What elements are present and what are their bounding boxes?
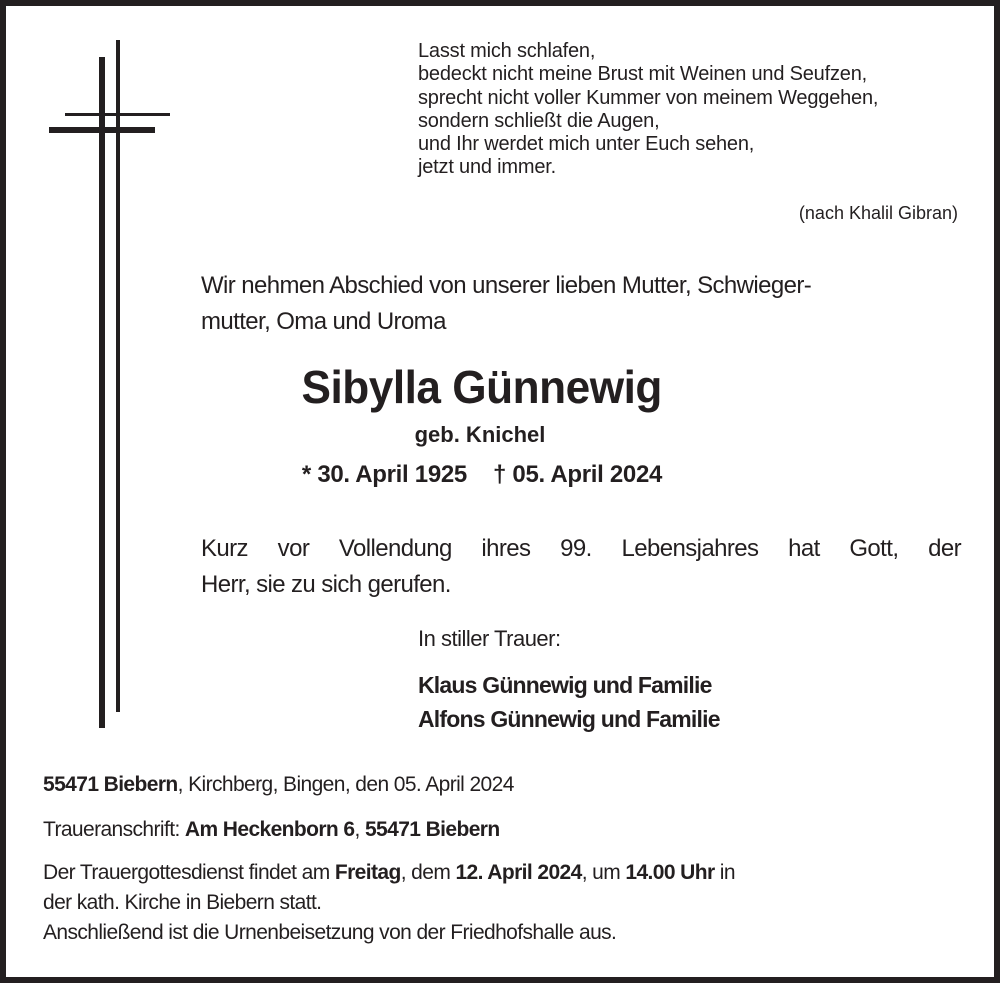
cross-thin-horizontal xyxy=(65,113,170,116)
service-line: der kath. Kirche in Biebern statt. xyxy=(43,891,322,914)
service-info xyxy=(43,858,735,948)
mourners-list xyxy=(418,668,720,736)
poem-line: Lasst mich schlafen, xyxy=(418,40,596,62)
address-label: Traueranschrift: xyxy=(43,818,185,841)
birth-date: * 30. April 1925 xyxy=(301,461,467,488)
service-date: 12. April 2024 xyxy=(455,861,582,884)
life-text-line: Herr, sie zu sich gerufen. xyxy=(201,571,451,598)
intro-text xyxy=(201,268,961,340)
life-text xyxy=(201,531,961,603)
address-street: Am Heckenborn 6 xyxy=(184,818,355,841)
mourner-name: Alfons Günnewig und Familie xyxy=(418,706,720,732)
poem-line: sprecht nicht voller Kummer von meinem Weggehen, xyxy=(418,86,879,109)
death-date: † 05. April 2024 xyxy=(492,461,663,488)
mourning-label: In stiller Trauer: xyxy=(418,626,561,651)
birth-name: geb. Knichel xyxy=(414,422,546,447)
obituary-notice xyxy=(6,6,994,977)
service-line: Der Trauergottesdienst findet am Freitag, dem 12. April 2024, um 14.00 Uhr in xyxy=(43,861,735,884)
intro-line: Wir nehmen Abschied von unserer lieben Mutter, Schwieger- xyxy=(201,272,812,299)
service-time: 14.00 Uhr xyxy=(625,861,715,884)
service-day: Freitag xyxy=(334,861,401,884)
deceased-name: Sibylla Günnewig xyxy=(301,361,663,413)
place-bold: 55471 Biebern xyxy=(43,773,178,796)
poem-line: und Ihr werdet mich unter Euch sehen, xyxy=(418,133,755,156)
address-city: 55471 Biebern xyxy=(364,818,500,841)
mourning-address: Traueranschrift: Am Heckenborn 6, 55471 Biebern xyxy=(43,818,500,841)
poem-line: bedeckt nicht meine Brust mit Weinen und Seufzen, xyxy=(418,63,867,86)
cross-thick-horizontal xyxy=(49,127,155,133)
poem xyxy=(418,40,878,180)
poem-line: jetzt und immer. xyxy=(418,156,556,179)
place-date: 55471 Biebern, Kirchberg, Bingen, den 05. April 2024 xyxy=(43,773,514,796)
poem-line: sondern schließt die Augen, xyxy=(418,109,660,132)
poem-attribution: (nach Khalil Gibran) xyxy=(798,203,958,223)
mourner-name: Klaus Günnewig und Familie xyxy=(418,672,712,698)
intro-line: mutter, Oma und Uroma xyxy=(201,308,446,335)
service-line: Anschließend ist die Urnenbeisetzung von der Friedhofshalle aus. xyxy=(43,921,617,944)
life-text-line: Kurz vor Vollendung ihres 99. Lebensjahres hat Gott, der xyxy=(201,535,961,562)
life-dates xyxy=(6,461,994,489)
